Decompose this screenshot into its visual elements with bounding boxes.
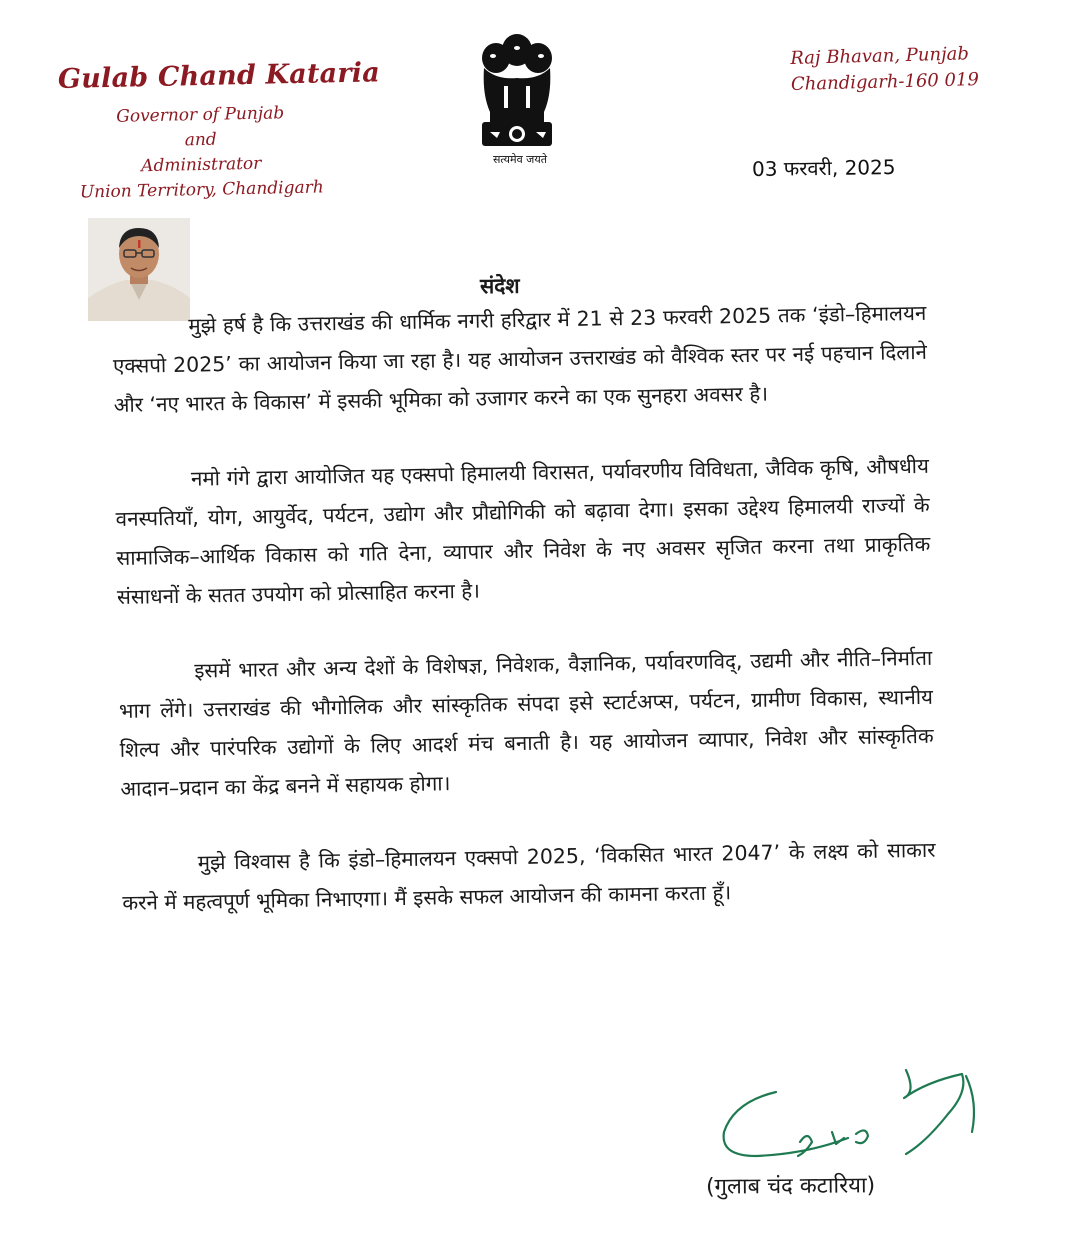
title-line: Administrator bbox=[140, 153, 262, 177]
handwritten-signature bbox=[716, 1062, 996, 1172]
governor-photo bbox=[88, 218, 190, 321]
message-heading: संदेश bbox=[479, 273, 520, 299]
title-line: Governor of Punjab bbox=[116, 103, 285, 127]
governor-title bbox=[65, 100, 337, 206]
letterhead-address bbox=[790, 40, 1021, 98]
message-paragraph: मुझे विश्वास है कि इंडो–हिमालयन एक्सपो 2025, ‘विकसित भारत 2047’ के लक्ष्य को साकार करने में महत्वपूर्ण भूमिका निभाएगा। मैं इसके सफल आयोजन की कामना करता हूँ। bbox=[122, 837, 936, 915]
message-paragraph: इसमें भारत और अन्य देशों के विशेषज्ञ, निवेशक, वैज्ञानिक, पर्यावरणविद्, उद्यमी और नीति–निर्माता भाग लेंगे। उत्तराखंड की भौगोलिक और सांस्कृतिक संपदा इसे स्टार्टअप्स, पर्यटन, ग्रामीण विकास, स्थानीय शिल्प और पारंपरिक उद्योगों के लिए आदर्श मंच बनाती है। यह आयोजन व्यापार, निवेश और सांस्कृतिक आदान–प्रदान का केंद्र बनने में सहायक होगा। bbox=[118, 645, 934, 801]
address-line: Chandigarh-160 019 bbox=[790, 69, 980, 95]
letter-date: 03 फरवरी, 2025 bbox=[751, 154, 896, 182]
message-body bbox=[112, 294, 937, 959]
governor-name: Gulab Chand Kataria bbox=[57, 57, 381, 95]
signatory-name: (गुलाब चंद कटारिया) bbox=[705, 1173, 876, 1200]
title-line: Union Territory, Chandigarh bbox=[79, 177, 324, 203]
message-paragraph: मुझे हर्ष है कि उत्तराखंड की धार्मिक नगरी हरिद्वार में 21 से 23 फरवरी 2025 तक ‘इंडो–हिमालयन एक्सपो 2025’ का आयोजन किया जा रहा है। यह आयोजन उत्तराखंड को वैश्विक स्तर पर नई पहचान दिलाने और ‘नए भारत के विकास’ में इसकी भूमिका को उजागर करने का एक सुनहरा अवसर है। bbox=[112, 300, 928, 417]
title-line: and bbox=[184, 129, 217, 151]
address-line: Raj Bhavan, Punjab bbox=[790, 43, 970, 69]
emblem-motto: सत्यमेव जयते bbox=[492, 153, 547, 166]
letterhead-left bbox=[57, 57, 381, 203]
message-paragraph: नमो गंगे द्वारा आयोजित यह एक्सपो हिमालयी विरासत, पर्यावरणीय विविधता, जैविक कृषि, औषधीय वनस्पतियाँ, योग, आयुर्वेद, पर्यटन, उद्योग और प्रौद्योगिकी को बढ़ावा देगा। इसका उद्देश्य हिमालयी राज्यों के सामाजिक–आर्थिक विकास को गति देना, व्यापार और निवेश के नए अवसर सृजित करना तथा प्राकृतिक संसाधनों के सतत उपयोग को प्रोत्साहित करना है। bbox=[115, 453, 931, 609]
